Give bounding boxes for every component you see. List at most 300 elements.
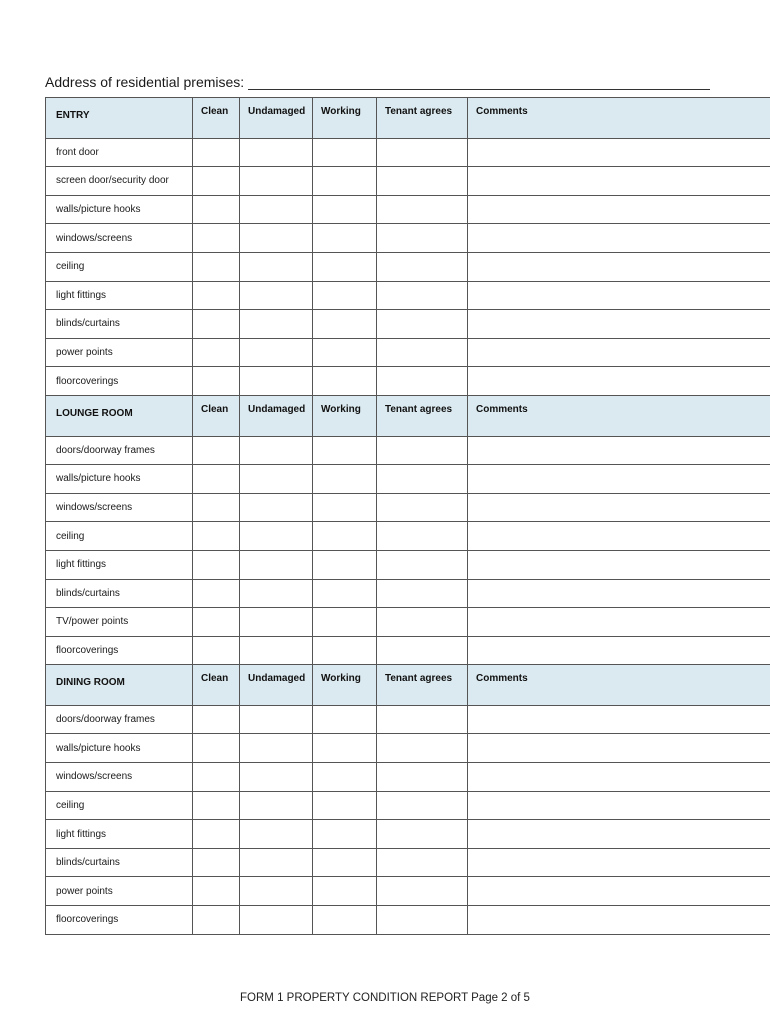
working-cell xyxy=(313,877,377,906)
table-row xyxy=(46,608,770,637)
undamaged-field[interactable] xyxy=(250,763,302,791)
table-row xyxy=(46,338,770,367)
clean-cell xyxy=(193,820,240,849)
undamaged-cell xyxy=(240,608,313,637)
undamaged-cell xyxy=(240,848,313,877)
tenant-agrees-cell xyxy=(377,636,468,665)
working-field[interactable] xyxy=(323,877,366,905)
item-label: doors/doorway frames xyxy=(46,436,193,465)
item-label: ceiling xyxy=(46,522,193,551)
undamaged-field[interactable] xyxy=(250,706,302,734)
working-cell xyxy=(313,252,377,281)
clean-cell xyxy=(193,252,240,281)
table-row xyxy=(46,281,770,310)
comments-cell xyxy=(468,167,770,196)
tenant-agrees-field[interactable] xyxy=(387,282,457,310)
clean-cell xyxy=(193,436,240,465)
undamaged-field[interactable] xyxy=(250,734,302,762)
clean-cell xyxy=(193,636,240,665)
clean-cell xyxy=(193,906,240,935)
clean-cell xyxy=(193,138,240,167)
comments-cell xyxy=(468,848,770,877)
item-label: blinds/curtains xyxy=(46,579,193,608)
working-cell xyxy=(313,195,377,224)
comments-cell xyxy=(468,281,770,310)
table-row xyxy=(46,550,770,579)
tenant-agrees-field[interactable] xyxy=(387,494,457,522)
clean-field[interactable] xyxy=(203,637,229,665)
clean-cell xyxy=(193,281,240,310)
column-header-comments: Comments xyxy=(468,98,770,139)
comments-field[interactable] xyxy=(478,167,761,195)
clean-field[interactable] xyxy=(203,522,229,550)
undamaged-cell xyxy=(240,550,313,579)
address-label: Address of residential premises: xyxy=(45,74,245,90)
working-cell xyxy=(313,906,377,935)
working-cell xyxy=(313,167,377,196)
working-field[interactable] xyxy=(323,522,366,550)
undamaged-cell xyxy=(240,138,313,167)
address-field[interactable] xyxy=(248,75,710,90)
clean-cell xyxy=(193,608,240,637)
comments-cell xyxy=(468,705,770,734)
tenant-agrees-cell xyxy=(377,138,468,167)
tenant-agrees-cell xyxy=(377,877,468,906)
column-header-undamaged: Undamaged xyxy=(240,98,313,139)
clean-field[interactable] xyxy=(203,437,229,465)
working-cell xyxy=(313,636,377,665)
table-row xyxy=(46,579,770,608)
table-row xyxy=(46,436,770,465)
tenant-agrees-cell xyxy=(377,465,468,494)
comments-cell xyxy=(468,579,770,608)
item-label: walls/picture hooks xyxy=(46,465,193,494)
tenant-agrees-field[interactable] xyxy=(387,608,457,636)
table-row xyxy=(46,734,770,763)
page-footer: FORM 1 PROPERTY CONDITION REPORT Page 2 of 5 xyxy=(240,992,530,1004)
comments-field[interactable] xyxy=(478,906,761,934)
item-label: ceiling xyxy=(46,252,193,281)
clean-cell xyxy=(193,367,240,396)
undamaged-field[interactable] xyxy=(250,310,302,338)
tenant-agrees-field[interactable] xyxy=(387,310,457,338)
undamaged-cell xyxy=(240,877,313,906)
item-label: floorcoverings xyxy=(46,367,193,396)
table-row xyxy=(46,224,770,253)
comments-field[interactable] xyxy=(478,494,761,522)
section-header-row xyxy=(46,665,770,706)
working-cell xyxy=(313,436,377,465)
comments-field[interactable] xyxy=(478,792,761,820)
undamaged-field[interactable] xyxy=(250,465,302,493)
undamaged-cell xyxy=(240,493,313,522)
comments-cell xyxy=(468,195,770,224)
comments-cell xyxy=(468,734,770,763)
tenant-agrees-cell xyxy=(377,493,468,522)
item-label: light fittings xyxy=(46,281,193,310)
column-header-tenant-agrees: Tenant agrees xyxy=(377,98,468,139)
column-header-clean: Clean xyxy=(193,98,240,139)
working-field[interactable] xyxy=(323,465,366,493)
comments-cell xyxy=(468,636,770,665)
comments-field[interactable] xyxy=(478,849,761,877)
tenant-agrees-cell xyxy=(377,705,468,734)
column-header-tenant-agrees: Tenant agrees xyxy=(377,665,468,706)
item-label: light fittings xyxy=(46,550,193,579)
tenant-agrees-field[interactable] xyxy=(387,877,457,905)
working-field[interactable] xyxy=(323,139,366,167)
working-field[interactable] xyxy=(323,339,366,367)
address-row xyxy=(45,70,710,90)
item-label: screen door/security door xyxy=(46,167,193,196)
working-cell xyxy=(313,281,377,310)
table-row xyxy=(46,705,770,734)
tenant-agrees-field[interactable] xyxy=(387,437,457,465)
clean-cell xyxy=(193,465,240,494)
tenant-agrees-cell xyxy=(377,820,468,849)
comments-field[interactable] xyxy=(478,339,761,367)
table-row xyxy=(46,138,770,167)
clean-field[interactable] xyxy=(203,820,229,848)
table-row xyxy=(46,763,770,792)
tenant-agrees-field[interactable] xyxy=(387,906,457,934)
clean-field[interactable] xyxy=(203,282,229,310)
comments-field[interactable] xyxy=(478,196,761,224)
undamaged-cell xyxy=(240,791,313,820)
undamaged-cell xyxy=(240,579,313,608)
comments-cell xyxy=(468,224,770,253)
clean-field[interactable] xyxy=(203,706,229,734)
working-field[interactable] xyxy=(323,734,366,762)
undamaged-field[interactable] xyxy=(250,877,302,905)
comments-field[interactable] xyxy=(478,437,761,465)
comments-cell xyxy=(468,877,770,906)
item-label: blinds/curtains xyxy=(46,310,193,339)
column-header-clean: Clean xyxy=(193,665,240,706)
table-row xyxy=(46,465,770,494)
undamaged-field[interactable] xyxy=(250,139,302,167)
undamaged-field[interactable] xyxy=(250,522,302,550)
working-field[interactable] xyxy=(323,608,366,636)
tenant-agrees-field[interactable] xyxy=(387,139,457,167)
comments-field[interactable] xyxy=(478,637,761,665)
undamaged-field[interactable] xyxy=(250,906,302,934)
clean-field[interactable] xyxy=(203,196,229,224)
working-field[interactable] xyxy=(323,253,366,281)
undamaged-field[interactable] xyxy=(250,580,302,608)
clean-field[interactable] xyxy=(203,139,229,167)
table-row xyxy=(46,820,770,849)
working-field[interactable] xyxy=(323,196,366,224)
working-field[interactable] xyxy=(323,282,366,310)
working-cell xyxy=(313,310,377,339)
clean-cell xyxy=(193,550,240,579)
room-name: LOUNGE ROOM xyxy=(46,395,193,436)
clean-cell xyxy=(193,579,240,608)
tenant-agrees-field[interactable] xyxy=(387,763,457,791)
undamaged-field[interactable] xyxy=(250,282,302,310)
tenant-agrees-cell xyxy=(377,195,468,224)
working-field[interactable] xyxy=(323,637,366,665)
comments-field[interactable] xyxy=(478,367,761,395)
undamaged-cell xyxy=(240,224,313,253)
working-cell xyxy=(313,550,377,579)
working-field[interactable] xyxy=(323,580,366,608)
comments-field[interactable] xyxy=(478,139,761,167)
table-row xyxy=(46,367,770,396)
item-label: light fittings xyxy=(46,820,193,849)
clean-field[interactable] xyxy=(203,877,229,905)
clean-field[interactable] xyxy=(203,465,229,493)
clean-field[interactable] xyxy=(203,339,229,367)
comments-cell xyxy=(468,791,770,820)
tenant-agrees-cell xyxy=(377,224,468,253)
tenant-agrees-cell xyxy=(377,579,468,608)
clean-cell xyxy=(193,734,240,763)
working-cell xyxy=(313,791,377,820)
working-field[interactable] xyxy=(323,906,366,934)
undamaged-cell xyxy=(240,367,313,396)
column-header-clean: Clean xyxy=(193,395,240,436)
undamaged-cell xyxy=(240,636,313,665)
undamaged-field[interactable] xyxy=(250,253,302,281)
comments-field[interactable] xyxy=(478,877,761,905)
item-label: blinds/curtains xyxy=(46,848,193,877)
clean-field[interactable] xyxy=(203,224,229,252)
clean-cell xyxy=(193,763,240,792)
table-row xyxy=(46,906,770,935)
undamaged-cell xyxy=(240,252,313,281)
clean-field[interactable] xyxy=(203,849,229,877)
clean-cell xyxy=(193,705,240,734)
undamaged-cell xyxy=(240,522,313,551)
working-field[interactable] xyxy=(323,367,366,395)
working-cell xyxy=(313,465,377,494)
room-name: DINING ROOM xyxy=(46,665,193,706)
comments-field[interactable] xyxy=(478,465,761,493)
column-header-undamaged: Undamaged xyxy=(240,665,313,706)
working-cell xyxy=(313,820,377,849)
item-label: floorcoverings xyxy=(46,636,193,665)
comments-field[interactable] xyxy=(478,310,761,338)
working-field[interactable] xyxy=(323,849,366,877)
working-cell xyxy=(313,763,377,792)
undamaged-cell xyxy=(240,820,313,849)
clean-field[interactable] xyxy=(203,906,229,934)
working-field[interactable] xyxy=(323,551,366,579)
tenant-agrees-field[interactable] xyxy=(387,820,457,848)
column-header-working: Working xyxy=(313,98,377,139)
item-label: floorcoverings xyxy=(46,906,193,935)
undamaged-cell xyxy=(240,906,313,935)
clean-field[interactable] xyxy=(203,167,229,195)
comments-field[interactable] xyxy=(478,224,761,252)
comments-cell xyxy=(468,436,770,465)
tenant-agrees-field[interactable] xyxy=(387,792,457,820)
clean-field[interactable] xyxy=(203,734,229,762)
working-field[interactable] xyxy=(323,167,366,195)
comments-field[interactable] xyxy=(478,820,761,848)
column-header-working: Working xyxy=(313,665,377,706)
undamaged-field[interactable] xyxy=(250,820,302,848)
item-label: walls/picture hooks xyxy=(46,195,193,224)
table-row xyxy=(46,310,770,339)
comments-field[interactable] xyxy=(478,580,761,608)
comments-cell xyxy=(468,906,770,935)
tenant-agrees-field[interactable] xyxy=(387,167,457,195)
column-header-comments: Comments xyxy=(468,395,770,436)
undamaged-cell xyxy=(240,281,313,310)
clean-cell xyxy=(193,493,240,522)
table-row xyxy=(46,493,770,522)
undamaged-field[interactable] xyxy=(250,167,302,195)
table-row xyxy=(46,791,770,820)
tenant-agrees-cell xyxy=(377,608,468,637)
column-header-undamaged: Undamaged xyxy=(240,395,313,436)
clean-field[interactable] xyxy=(203,253,229,281)
tenant-agrees-field[interactable] xyxy=(387,706,457,734)
working-field[interactable] xyxy=(323,792,366,820)
tenant-agrees-field[interactable] xyxy=(387,253,457,281)
table-row xyxy=(46,636,770,665)
tenant-agrees-cell xyxy=(377,436,468,465)
condition-table xyxy=(45,97,770,935)
working-cell xyxy=(313,138,377,167)
tenant-agrees-field[interactable] xyxy=(387,339,457,367)
undamaged-cell xyxy=(240,310,313,339)
column-header-tenant-agrees: Tenant agrees xyxy=(377,395,468,436)
comments-field[interactable] xyxy=(478,763,761,791)
clean-cell xyxy=(193,877,240,906)
working-field[interactable] xyxy=(323,820,366,848)
clean-cell xyxy=(193,791,240,820)
undamaged-cell xyxy=(240,338,313,367)
item-label: windows/screens xyxy=(46,763,193,792)
comments-cell xyxy=(468,252,770,281)
clean-cell xyxy=(193,522,240,551)
tenant-agrees-field[interactable] xyxy=(387,522,457,550)
comments-field[interactable] xyxy=(478,734,761,762)
section-header-row xyxy=(46,98,770,139)
clean-field[interactable] xyxy=(203,310,229,338)
working-field[interactable] xyxy=(323,437,366,465)
working-cell xyxy=(313,493,377,522)
clean-field[interactable] xyxy=(203,551,229,579)
working-cell xyxy=(313,579,377,608)
undamaged-cell xyxy=(240,436,313,465)
item-label: ceiling xyxy=(46,791,193,820)
comments-field[interactable] xyxy=(478,608,761,636)
tenant-agrees-field[interactable] xyxy=(387,580,457,608)
working-field[interactable] xyxy=(323,310,366,338)
item-label: windows/screens xyxy=(46,493,193,522)
comments-field[interactable] xyxy=(478,706,761,734)
item-label: TV/power points xyxy=(46,608,193,637)
comments-cell xyxy=(468,493,770,522)
tenant-agrees-field[interactable] xyxy=(387,465,457,493)
undamaged-cell xyxy=(240,167,313,196)
tenant-agrees-cell xyxy=(377,367,468,396)
comments-cell xyxy=(468,367,770,396)
tenant-agrees-cell xyxy=(377,310,468,339)
tenant-agrees-cell xyxy=(377,167,468,196)
clean-field[interactable] xyxy=(203,608,229,636)
tenant-agrees-cell xyxy=(377,848,468,877)
tenant-agrees-field[interactable] xyxy=(387,224,457,252)
comments-cell xyxy=(468,310,770,339)
table-row xyxy=(46,522,770,551)
undamaged-field[interactable] xyxy=(250,196,302,224)
clean-field[interactable] xyxy=(203,367,229,395)
tenant-agrees-field[interactable] xyxy=(387,551,457,579)
tenant-agrees-cell xyxy=(377,734,468,763)
undamaged-cell xyxy=(240,195,313,224)
clean-field[interactable] xyxy=(203,763,229,791)
working-field[interactable] xyxy=(323,494,366,522)
working-cell xyxy=(313,608,377,637)
undamaged-field[interactable] xyxy=(250,494,302,522)
undamaged-field[interactable] xyxy=(250,437,302,465)
undamaged-field[interactable] xyxy=(250,608,302,636)
working-cell xyxy=(313,734,377,763)
clean-field[interactable] xyxy=(203,580,229,608)
clean-field[interactable] xyxy=(203,792,229,820)
working-cell xyxy=(313,224,377,253)
working-cell xyxy=(313,367,377,396)
room-name: ENTRY xyxy=(46,98,193,139)
clean-cell xyxy=(193,224,240,253)
comments-cell xyxy=(468,550,770,579)
tenant-agrees-cell xyxy=(377,522,468,551)
working-field[interactable] xyxy=(323,763,366,791)
working-field[interactable] xyxy=(323,224,366,252)
undamaged-field[interactable] xyxy=(250,339,302,367)
comments-cell xyxy=(468,763,770,792)
item-label: walls/picture hooks xyxy=(46,734,193,763)
working-cell xyxy=(313,705,377,734)
tenant-agrees-field[interactable] xyxy=(387,734,457,762)
comments-field[interactable] xyxy=(478,522,761,550)
tenant-agrees-field[interactable] xyxy=(387,196,457,224)
clean-cell xyxy=(193,338,240,367)
undamaged-cell xyxy=(240,465,313,494)
clean-cell xyxy=(193,167,240,196)
undamaged-field[interactable] xyxy=(250,849,302,877)
table-row xyxy=(46,848,770,877)
tenant-agrees-cell xyxy=(377,791,468,820)
tenant-agrees-cell xyxy=(377,763,468,792)
clean-field[interactable] xyxy=(203,494,229,522)
item-label: doors/doorway frames xyxy=(46,705,193,734)
undamaged-field[interactable] xyxy=(250,551,302,579)
tenant-agrees-field[interactable] xyxy=(387,367,457,395)
column-header-working: Working xyxy=(313,395,377,436)
tenant-agrees-field[interactable] xyxy=(387,849,457,877)
undamaged-field[interactable] xyxy=(250,792,302,820)
comments-field[interactable] xyxy=(478,282,761,310)
comments-field[interactable] xyxy=(478,551,761,579)
table-row xyxy=(46,252,770,281)
item-label: power points xyxy=(46,877,193,906)
undamaged-field[interactable] xyxy=(250,224,302,252)
tenant-agrees-field[interactable] xyxy=(387,637,457,665)
working-field[interactable] xyxy=(323,706,366,734)
table-row xyxy=(46,195,770,224)
undamaged-field[interactable] xyxy=(250,637,302,665)
comments-field[interactable] xyxy=(478,253,761,281)
item-label: power points xyxy=(46,338,193,367)
undamaged-field[interactable] xyxy=(250,367,302,395)
